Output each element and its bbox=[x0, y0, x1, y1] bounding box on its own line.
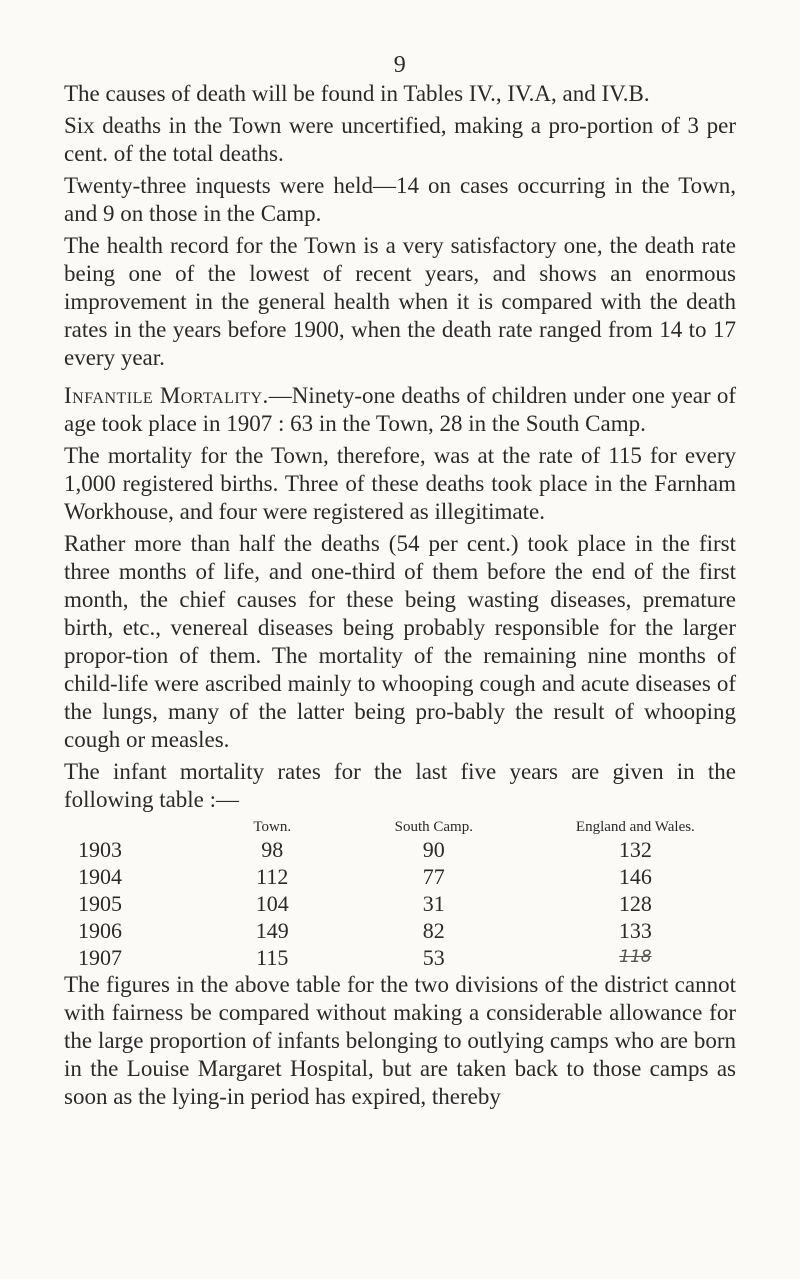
year-header bbox=[64, 818, 204, 836]
camp-cell: 31 bbox=[422, 891, 445, 916]
paragraph-health-record: The health record for the Town is a very satisfactory one, the death rate being one of the lowest of recent years, and shows an enormous improvement in the general health when it is compared with the death rates in the years before 1900, when the death rate ranged from 14 to 17 every year. bbox=[64, 233, 736, 370]
england-header: England and Wales. bbox=[575, 819, 695, 835]
year-cell: 1907 bbox=[78, 945, 122, 970]
camp-cell: 77 bbox=[422, 864, 445, 889]
year-cell: 1905 bbox=[78, 891, 122, 916]
table-row bbox=[64, 863, 744, 890]
town-cell: 149 bbox=[255, 918, 289, 943]
town-cell: 115 bbox=[256, 945, 289, 970]
paragraph-uncertified-deaths: Six deaths in the Town were uncertified, making a pro-portion of 3 per cent. of the total deaths. bbox=[64, 113, 736, 166]
year-cell: 1903 bbox=[78, 837, 122, 862]
camp-cell: 90 bbox=[422, 837, 445, 862]
camp-header: South Camp. bbox=[394, 819, 473, 835]
page-number: 9 bbox=[393, 52, 407, 78]
paragraph-inquests: Twenty-three inquests were held—14 on cases occurring in the Town, and 9 on those in the Camp. bbox=[64, 173, 736, 226]
england-cell: 118 bbox=[619, 947, 652, 967]
town-header: Town. bbox=[253, 819, 292, 835]
england-cell: 128 bbox=[618, 891, 652, 916]
table-row bbox=[64, 836, 744, 863]
table-row bbox=[64, 944, 744, 971]
town-cell: 104 bbox=[255, 891, 289, 916]
paragraph-causes: Rather more than half the deaths (54 per cent.) took place in the first three months of life, and one-third of them before the end of the first month, the chief causes for these being wasting diseases, premature birth, etc., venereal diseases being probably responsible for the larger propor-tion of them. The mortality of the remaining nine months of child-life were ascribed mainly to whooping cough and acute diseases of the lungs, many of the latter being pro-bably the result of whooping cough or measles. bbox=[64, 531, 736, 752]
paragraph-infantile-mortality bbox=[64, 382, 736, 438]
paragraph-figures-note: The figures in the above table for the two divisions of the district cannot with fairness be compared without making a considerable allowance for the large proportion of infants belonging to outlying camps who are born in the Louise Margaret Hospital, but are taken back to those camps as soon as the lying-in period has expired, thereby bbox=[64, 972, 736, 1109]
table-header-row bbox=[64, 818, 744, 836]
table-row bbox=[64, 917, 744, 944]
paragraph-mortality-rate: The mortality for the Town, therefore, was at the rate of 115 for every 1,000 registered births. Three of these deaths took place in the Farnham Workhouse, and four were registered as illegitimate. bbox=[64, 443, 736, 524]
infantile-mortality-text: —Ninety-one deaths of children under one year of age took place in 1907 : 63 in the Town, 28 in the South Camp. bbox=[64, 383, 736, 436]
england-cell: 133 bbox=[618, 918, 652, 943]
year-cell: 1904 bbox=[78, 864, 122, 889]
year-cell: 1906 bbox=[78, 918, 122, 943]
paragraph-tables-reference: The causes of death will be found in Tables IV., IV.A, and IV.B. bbox=[64, 81, 650, 106]
england-cell: 132 bbox=[618, 837, 652, 862]
camp-cell: 82 bbox=[422, 918, 445, 943]
infant-mortality-table bbox=[64, 818, 744, 971]
paragraph-table-intro: The infant mortality rates for the last five years are given in the following table :— bbox=[64, 759, 736, 812]
camp-cell: 53 bbox=[422, 945, 445, 970]
england-cell: 146 bbox=[618, 864, 652, 889]
town-cell: 98 bbox=[261, 837, 284, 862]
section-heading: Infantile Mortality. bbox=[64, 383, 269, 408]
town-cell: 112 bbox=[256, 864, 289, 889]
table-row bbox=[64, 890, 744, 917]
body-text bbox=[64, 80, 736, 1111]
